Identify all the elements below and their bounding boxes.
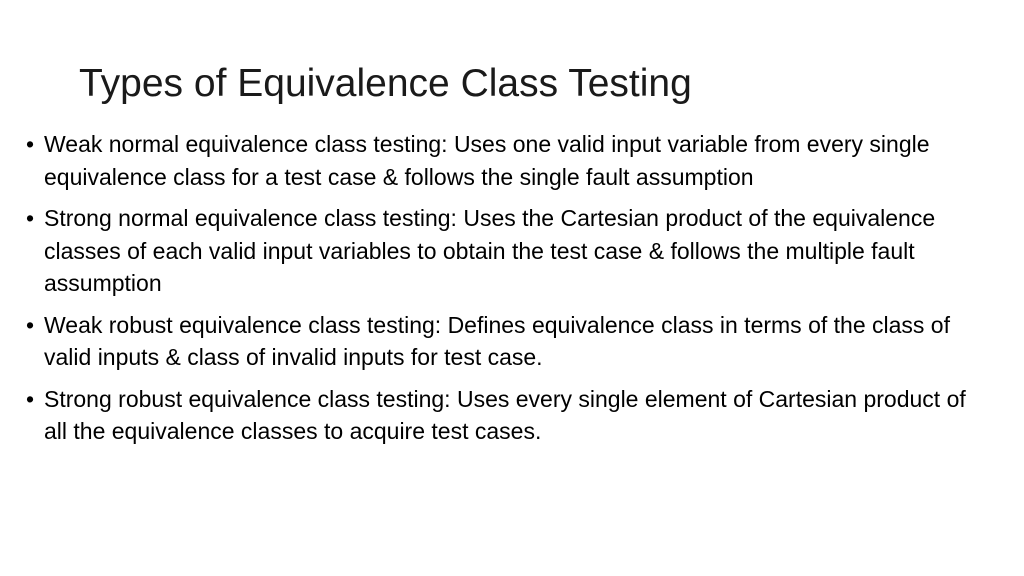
bullet-text: Strong normal equivalence class testing: Uses the Cartesian product of the equivalence classes of each valid input variables to obtain the test case & follows the multiple fault assumption (44, 205, 936, 296)
bullet-text: Strong robust equivalence class testing: Uses every single element of Cartesian product of all the equivalence classes to acquire test cases. (44, 385, 966, 444)
bullet-dot-icon: • (26, 385, 35, 412)
slide-title: Types of Equivalence Class Testing (79, 62, 692, 105)
bullet-dot-icon: • (26, 131, 35, 157)
bullet-item (24, 383, 984, 448)
bullet-item (24, 128, 984, 193)
bullet-list (24, 128, 984, 457)
bullet-item (24, 202, 984, 300)
bullet-item (24, 309, 984, 374)
bullet-text: Weak normal equivalence class testing: Uses one valid input variable from every single equivalence class for a test case & follows the single fault assumption (44, 131, 930, 190)
bullet-dot-icon: • (26, 311, 35, 338)
bullet-dot-icon: • (26, 205, 35, 231)
bullet-text: Weak robust equivalence class testing: Defines equivalence class in terms of the class of valid inputs & class of invalid inputs for test case. (44, 311, 950, 370)
